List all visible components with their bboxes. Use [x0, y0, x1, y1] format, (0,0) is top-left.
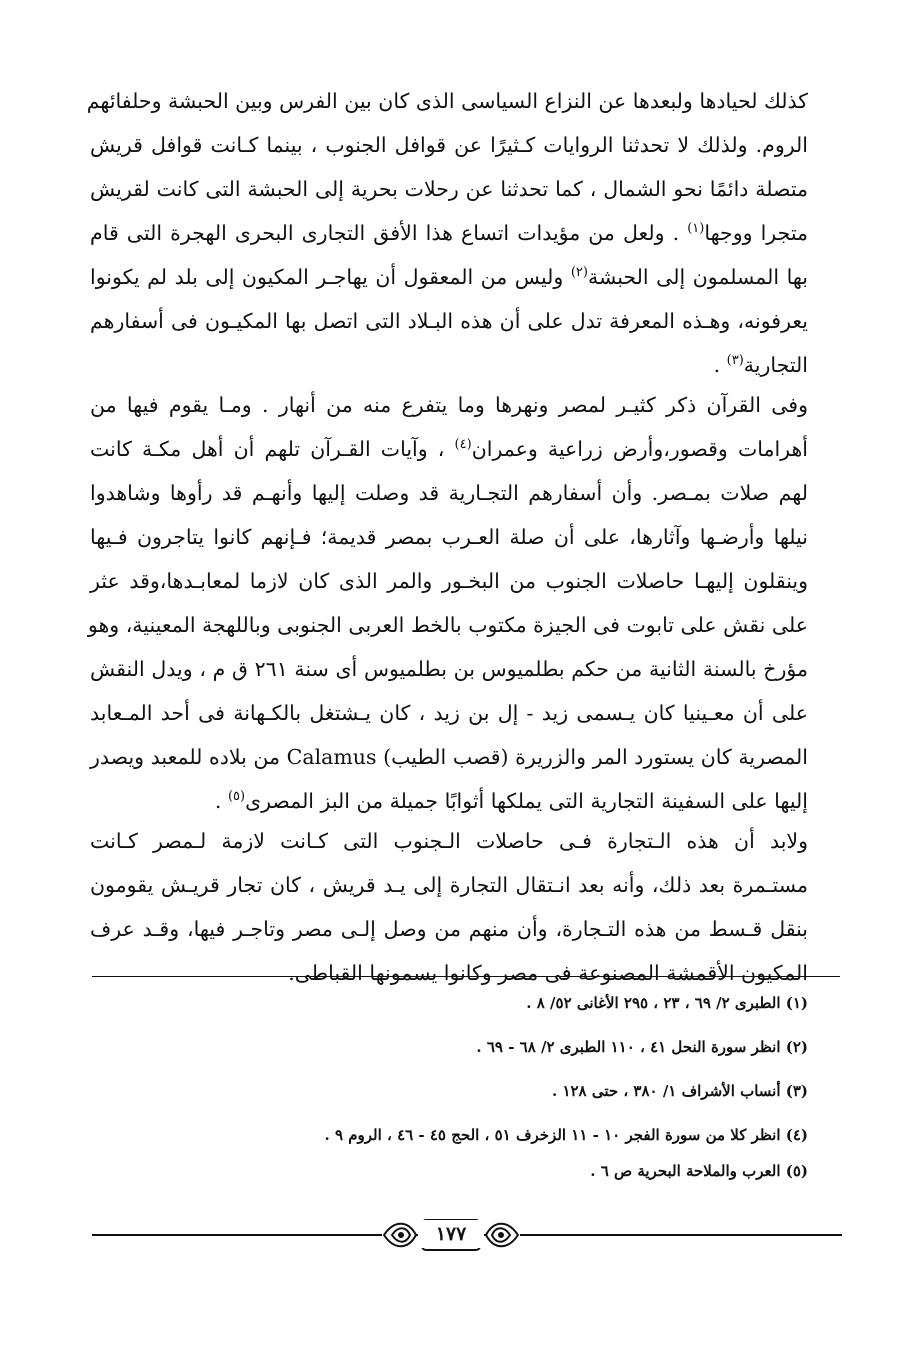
footnote-5: (٥) العرب والملاحة البحرية ص ٦ .: [590, 1162, 808, 1180]
line-text: على نقش على تابوت فى الجيزة مكتوب بالخط العربى الجنوبى وباللهجة المعينية، وهو: [87, 613, 808, 637]
line-text: مستـمرة بعد ذلك، وأنه بعد انـتقال التجارة إلى يـد قريش ، كان تجار قريـش يقومون: [90, 873, 808, 897]
text-line: [90, 478, 808, 508]
line-text: المكيون الأقمشة المصنوعة فى مصر وكانوا يسمونها القباطى.: [288, 961, 808, 985]
page-rule-left: [92, 1234, 382, 1236]
line-text: وفى القرآن ذكر كثيـر لمصر ونهرها وما يتفرع منه من أنهار . ومـا يقوم فيها من: [90, 393, 808, 417]
text-line: [90, 870, 808, 900]
line-text: كذلك لحيادها ولبعدها عن النزاع السياسى الذى كان بين الفرس وبين الحبشة وحلفائهم: [86, 89, 808, 113]
text-line: [90, 390, 808, 420]
line-text-continued: .: [713, 353, 727, 377]
text-line: [90, 218, 808, 248]
footnote-1: (١) الطبرى ٢/ ٦٩ ، ٢٣ ، ٢٩٥ الأغانى ٥٢/ ٨ .: [526, 994, 808, 1012]
line-text: على أن معـينيا كان يـسمى زيد - إل بن زيد ، كان يـشتغل بالكـهانة فى أحد المـعابد: [90, 701, 808, 725]
line-text-continued: وليس من المعقول أن يهاجـر المكيون إلى بلد لم يكونوا: [90, 265, 571, 289]
line-text: أهرامات وقصور،وأرض زراعية وعمران: [471, 437, 808, 461]
line-text-continued: .: [214, 789, 228, 813]
footnote-separator: [92, 976, 840, 977]
footnote-marker: (٣): [726, 353, 744, 368]
line-text-continued: . ولعل من مؤيدات اتساع هذا الأفق التجارى البحرى الهجرة التى قام: [90, 221, 688, 245]
line-text: لهم صلات بمـصر. وأن أسفارهم التجـارية قد وصلت إليها وأنهـم قد رأوها وشاهدوا: [90, 481, 808, 505]
line-text: الروم. ولذلك لا تحدثنا الروايات كـثيرًا عن قوافل الجنوب ، بينما كـانت قوافل قريش: [90, 133, 808, 157]
text-line: [90, 566, 808, 596]
page-rule-right: [520, 1234, 842, 1236]
line-text: بنقل قـسط من هذه التـجارة، وأن منهم من وصل إلـى مصر وتاجـر فيها، وقـد عرف: [90, 917, 808, 941]
footnote-marker: (٥): [227, 789, 246, 804]
text-line: [90, 262, 808, 292]
text-line: [90, 130, 808, 160]
footnote-marker: (٢): [570, 265, 588, 280]
footnote-marker: (١): [687, 221, 705, 236]
text-line: [90, 786, 808, 816]
line-text-continued: ، وآيات القـرآن تلهم أن أهل مكـة كانت: [90, 437, 455, 461]
text-line: [90, 174, 808, 204]
text-line: [90, 914, 808, 944]
footnote-4: (٤) انظر كلا من سورة الفجر ١٠ - ١١ الزخرف ٥١ ، الحج ٤٥ - ٤٦ ، الروم ٩ .: [324, 1126, 808, 1144]
text-line: [90, 654, 808, 684]
line-text: مؤرخ بالسنة الثانية من حكم بطلميوس بن بطلميوس أى سنة ٢٦١ ق م ، ويدل النقش: [90, 657, 808, 681]
line-text: بها المسلمون إلى الحبشة: [587, 265, 808, 289]
line-text: التجارية: [743, 353, 808, 377]
line-text: وينقلون إليهـا حاصلات الجنوب من البخـور والمر الذى كان لازما لمعابـدها،وقد عثر: [90, 569, 808, 593]
text-line: [90, 522, 808, 552]
text-line: [90, 698, 808, 728]
text-line: [87, 610, 808, 640]
page-number: ١٧٧: [418, 1220, 484, 1248]
text-line: [90, 306, 808, 336]
line-text: نيلها وأرضـها وآثارها، على أن صلة العـرب بمصر قديمة؛ فـإنهم كانوا يتاجرون فـيها: [90, 525, 808, 549]
text-line: [90, 742, 808, 772]
text-line: [90, 350, 808, 380]
text-line: [86, 86, 808, 116]
line-text: متصلة دائمًا نحو الشمال ، كما تحدثنا عن رحلات بحرية إلى الحبشة التى كانت لقريش: [90, 177, 808, 201]
line-text: متجرا ووجها: [704, 221, 808, 245]
footnote-3: (٣) أنساب الأشراف ١/ ٣٨٠ ، حتى ١٢٨ .: [551, 1082, 808, 1100]
footnote-2: (٢) انظر سورة النحل ٤١ ، ١١٠ الطبرى ٢/ ٦٨ - ٦٩ .: [476, 1038, 808, 1056]
text-line: [90, 958, 808, 988]
line-text: إليها على السفينة التجارية التى يملكها أثوابًا جميلة من البز المصرى: [245, 789, 808, 813]
line-text: المصرية كان يستورد المر والزريرة (قصب الطيب) Calamus من بلاده للمعبد ويصدر: [90, 745, 808, 769]
line-text: يعرفونه، وهـذه المعرفة تدل على أن هذه البـلاد التى اتصل بها المكيـون فى أسفارهم: [90, 309, 808, 333]
footnote-marker: (٤): [454, 437, 472, 452]
line-text: ولابد أن هذه الـتجارة فـى حاصلات الـجنوب التى كـانت لازمة لـمصر كـانت: [90, 829, 808, 853]
text-line: [90, 434, 808, 464]
text-line: [90, 826, 808, 856]
